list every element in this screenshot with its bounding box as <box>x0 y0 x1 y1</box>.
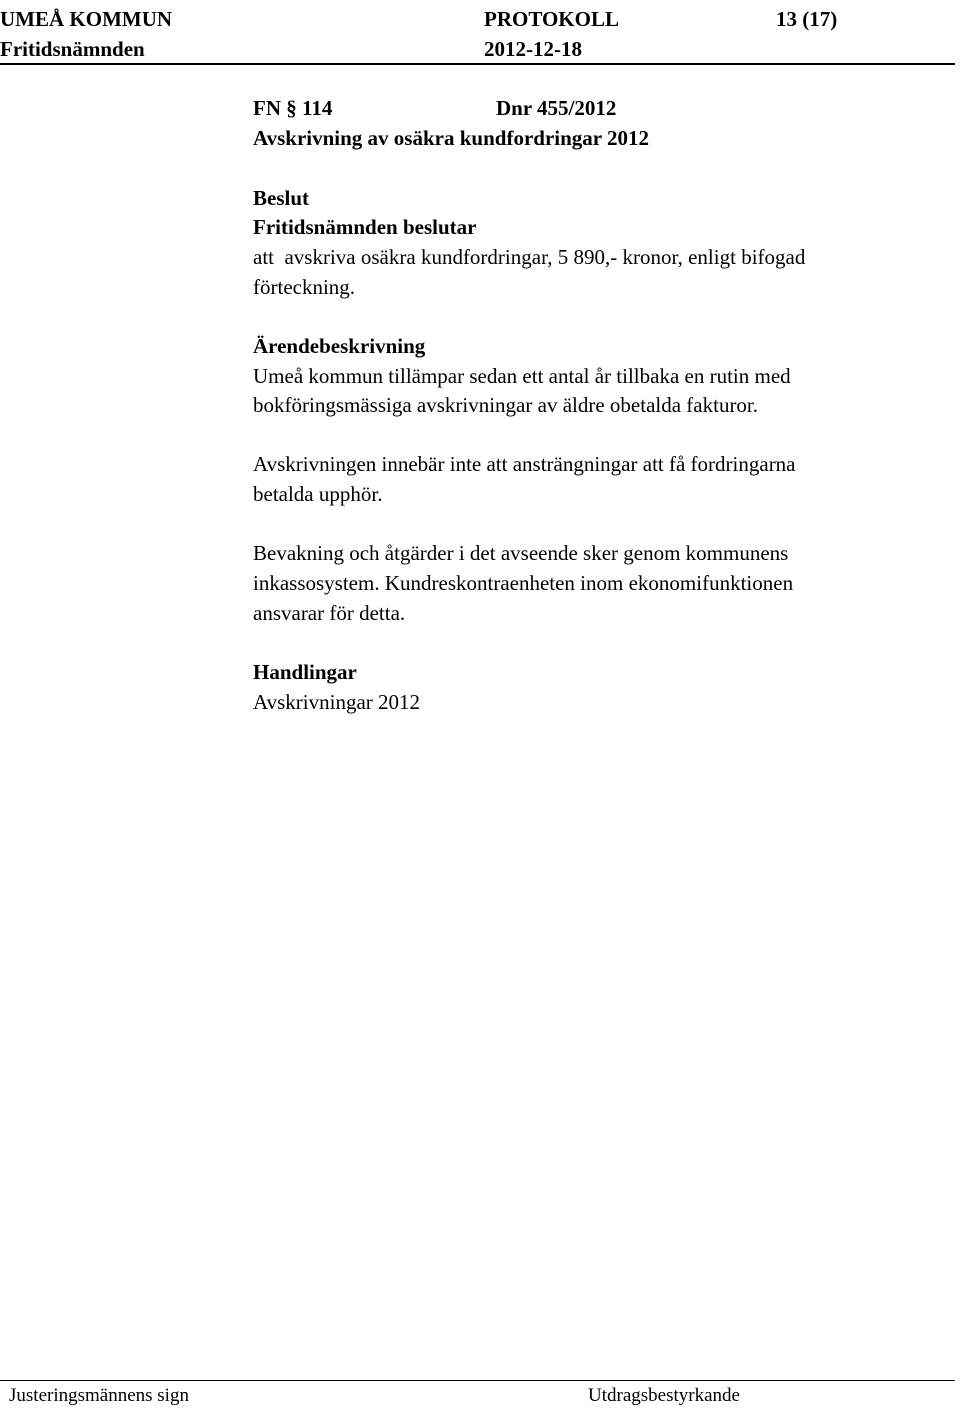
header-page-number: 13 (17) <box>776 7 838 31</box>
decision-heading: Beslut <box>253 186 310 210</box>
item-dnr: Dnr 455/2012 <box>496 96 617 120</box>
description-heading: Ärendebeskrivning <box>253 334 426 358</box>
description-line: betalda upphör. <box>253 482 383 506</box>
documents-heading: Handlingar <box>253 660 357 684</box>
decision-line: att avskriva osäkra kundfordringar, 5 890,- kronor, enligt bifogad <box>253 245 806 269</box>
item-title: Avskrivning av osäkra kundfordringar 2012 <box>253 126 649 150</box>
footer-certification-label: Utdragsbestyrkande <box>588 1385 740 1406</box>
footer-rule <box>0 1380 955 1381</box>
decision-line: förteckning. <box>253 275 356 299</box>
item-number: FN § 114 <box>253 96 333 120</box>
documents-item: Avskrivningar 2012 <box>253 690 421 714</box>
description-line: bokföringsmässiga avskrivningar av äldre obetalda fakturor. <box>253 393 759 417</box>
decision-subheading: Fritidsnämnden beslutar <box>253 215 477 239</box>
header-date: 2012-12-18 <box>484 37 582 61</box>
description-line: ansvarar för detta. <box>253 601 406 625</box>
description-line: Bevakning och åtgärder i det avseende sker genom kommunens <box>253 541 789 565</box>
description-line: Umeå kommun tillämpar sedan ett antal år tillbaka en rutin med <box>253 364 791 388</box>
description-line: Avskrivningen innebär inte att ansträngningar att få fordringarna <box>253 452 796 476</box>
description-line: inkassosystem. Kundreskontraenheten inom ekonomifunktionen <box>253 571 794 595</box>
header-rule <box>0 63 955 65</box>
header-doc-type: PROTOKOLL <box>484 7 619 31</box>
footer-signature-label: Justeringsmännens sign <box>9 1385 189 1406</box>
header-org: UMEÅ KOMMUN <box>0 7 173 31</box>
header-committee: Fritidsnämnden <box>0 37 145 61</box>
